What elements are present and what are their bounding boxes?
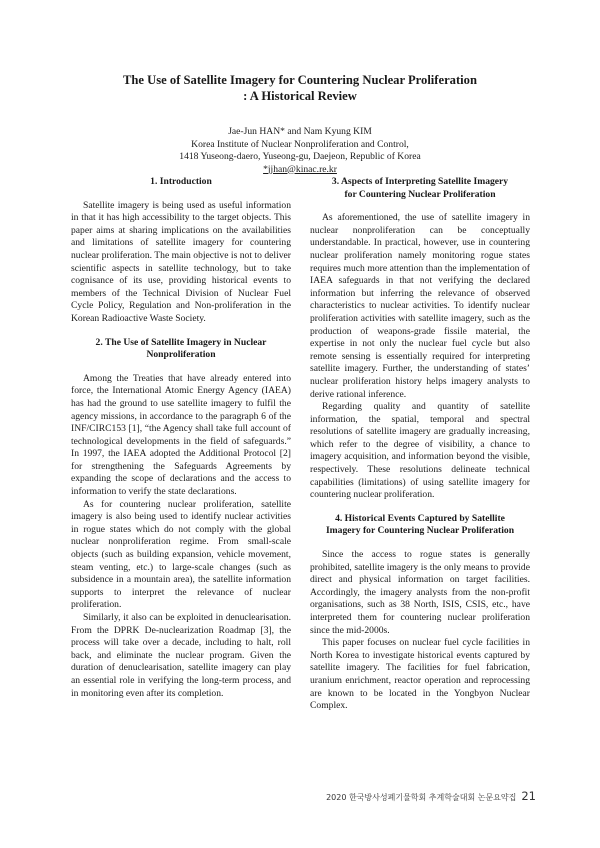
paragraph: Satellite imagery is being used as useful information in that it has high accessibility to the target objects. This paper aims at sharing implications on the availabilities and limitations of satellite imagery for countering nuclear proliferation. The main objective is not to deliver scientific aspects in satellite technology, but to take cognisance of its use, providing historical events to members of the Technical Division of Nuclear Fuel Cycle Policy, Regulation and Non-proliferation in the Korean Radioactive Waste Society. [71,199,291,324]
footer-text: 2020 한국방사성폐기물학회 추계학술대회 논문요약집 [326,793,517,802]
section-heading-historical-events [310,513,530,538]
author-block [0,126,600,176]
right-column [310,176,530,713]
title-line-1: The Use of Satellite Imagery for Countering Nuclear Proliferation [123,73,477,87]
heading-line: 3. Aspects of Interpreting Satellite Imagery [331,176,509,187]
paper-header [0,72,600,176]
paragraph: This paper focuses on nuclear fuel cycle facilities in North Korea to investigate historical events captured by satellite imagery. The facilities for fuel fabrication, uranium enrichment, reactor operation and reprocessing are known to be located in the Yongbyon Nuclear Complex. [310,637,530,712]
address: 1418 Yuseong-daero, Yuseong-gu, Daejeon, Republic of Korea [179,151,421,162]
paragraph: As for countering nuclear proliferation, satellite imagery is also being used to identify nuclear activities in rogue states which do not comply with the global nuclear nonproliferation regime. From small-scale objects (such as building expansion, vehicle movement, steam venting, etc.) to large-scale changes (such as subsidence in a mountain area), the satellite information supports to interpret the relevance of nuclear proliferation. [71,498,291,611]
page-footer [326,789,536,803]
paragraph: Regarding quality and quantity of satellite information, the spatial, temporal and spectral resolutions of satellite imagery are gradually increasing, which refer to the degree of visibility, a chance to imagery acquisition, and information beyond the visible, respectively. These resolutions delineate technical capabilities (limitations) of using satellite imagery for countering nuclear proliferation. [310,401,530,501]
left-column [71,176,291,700]
paragraph: Since the access to rogue states is generally prohibited, satellite imagery is the only means to provide direct and physical information on target facilities. Accordingly, the imagery analysts from the non-profit organisations, such as 38 North, ISIS, CSIS, etc., have interpreted them for countering nuclear proliferation since the mid-2000s. [310,549,530,636]
author-names: Jae-Jun HAN* and Nam Kyung KIM [228,126,372,137]
section-heading-use-of-imagery [71,337,291,362]
heading-line: for Countering Nuclear Proliferation [344,188,496,200]
paragraph: Similarly, it also can be exploited in denuclearisation. From the DPRK De-nuclearization Roadmap [3], the process will take over a decade, including to halt, roll back, and eliminate the nuclear program. Given the duration of denuclearisation, satellite imagery can play an essential role in verifying the long-term process, and in monitoring even after its completion. [71,612,291,699]
section-heading-aspects [310,176,530,201]
email-link[interactable]: *jjhan@kinac.re.kr [263,163,337,175]
heading-line: Nonproliferation [146,349,216,361]
paragraph: As aforementioned, the use of satellite imagery in nuclear nonproliferation can be conceptually understandable. In practical, however, use in countering nuclear proliferation namely monitoring rogue states requires much more attention than the implementation of IAEA safeguards in that not verifying the declared information but inferring the relevance of observed characteristics to nuclear activities. To identify nuclear proliferation activities with satellite imagery, such as the production of weapons-grade fissile material, the expertise in not only the nuclear fuel cycle but also remote sensing is essentially required for interpreting satellite imagery. Further, the understanding of states’ nuclear proliferation history helps imagery analysts to derive rational inference. [310,212,530,400]
section-heading-introduction: 1. Introduction [150,176,212,187]
heading-line: 4. Historical Events Captured by Satellite [335,512,505,524]
paper-title [0,72,600,104]
title-line-2: : A Historical Review [243,89,357,103]
paragraph: Among the Treaties that have already entered into force, the International Atomic Energy Agency (IAEA) has had the ground to use satellite imagery to fulfil the agency missions, in accordance to the paragraph 6 of the INF/CIRC153 [1], “the Agency shall take full account of technological developments in the field of safeguards.” In 1997, the IAEA adopted the Additional Protocol [2] for strengthening the Safeguards Agreements by expanding the scope of declarations and the access to information to verify the state declarations. [71,372,291,498]
page-number: 21 [521,789,536,803]
heading-line: Imagery for Countering Nuclear Proliferation [325,525,515,537]
affiliation: Korea Institute of Nuclear Nonproliferation and Control, [191,138,409,150]
heading-line: 2. The Use of Satellite Imagery in Nuclear [95,336,267,348]
